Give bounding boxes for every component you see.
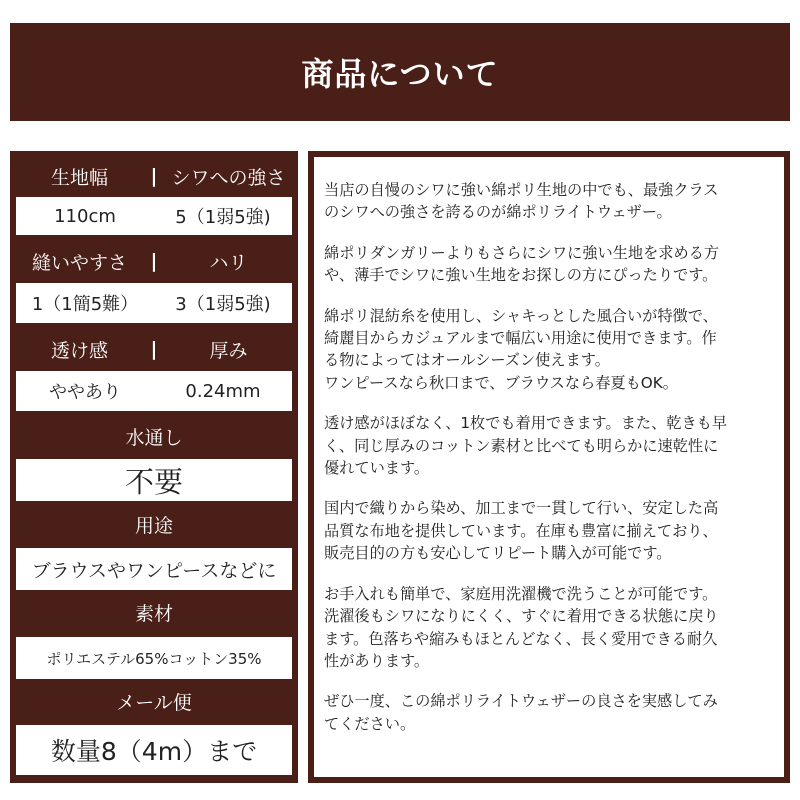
spec-value-row-1 bbox=[16, 197, 292, 235]
spec-label-stiffness: ハリ bbox=[209, 251, 248, 274]
spec-label-sewability: 縫いやすさ bbox=[31, 251, 127, 274]
spec-label-usage bbox=[10, 505, 298, 543]
spec-separator: | bbox=[150, 165, 158, 187]
spec-value-mail-delivery bbox=[16, 725, 292, 775]
spec-value-stiffness: 3（1弱5強) bbox=[175, 294, 271, 315]
description-paragraph-3: 綿ポリ混紡糸を使用し、シャキっとした風合いが特徴で、 綺麗目からカジュアルまで幅広い用途に使用できます。作 る物によってはオールシーズン使えます。 ワンピースなら秋口まで、ブラウスなら春夏もOK。 bbox=[324, 306, 718, 392]
spec-value-sewability: 1（1簡5難） bbox=[31, 294, 139, 315]
spec-label-material-text: 素材 bbox=[134, 602, 173, 625]
spec-label-usage-text: 用途 bbox=[134, 514, 173, 537]
spec-value-usage-text: ブラウスやワンピースなどに bbox=[31, 559, 277, 582]
spec-value-transparency: ややあり bbox=[49, 382, 121, 403]
header-banner bbox=[10, 23, 790, 121]
spec-value-water-treatment bbox=[16, 459, 292, 501]
spec-label-wrinkle-resistance: シワへの強さ bbox=[171, 166, 286, 189]
spec-label-row-1 bbox=[10, 157, 298, 195]
spec-label-water-treatment bbox=[10, 417, 298, 455]
spec-label-row-3 bbox=[10, 330, 298, 368]
spec-value-thickness: 0.24mm bbox=[185, 380, 261, 402]
spec-separator: | bbox=[150, 250, 158, 272]
spec-value-usage bbox=[16, 548, 292, 590]
spec-value-row-3 bbox=[16, 371, 292, 411]
description-paragraph-6: お手入れも簡単で、家庭用洗濯機で洗うことが可能です。 洗濯後もシワになりにくく、すぐに着用できる状態に戻り ます。色落ちや縮みもほとんどなく、長く愛用できる耐久 性があります。 bbox=[324, 584, 719, 670]
page-title: 商品について bbox=[301, 55, 499, 93]
spec-label-fabric-width: 生地幅 bbox=[50, 166, 108, 189]
spec-value-wrinkle-resistance: 5（1弱5強) bbox=[175, 207, 271, 228]
spec-value-row-2 bbox=[16, 283, 292, 323]
spec-panel bbox=[10, 151, 298, 783]
description-paragraph-5: 国内で織りから染め、加工まで一貫して行い、安定した高 品質な布地を提供しています。在庫も豊富に揃えており、 販売目的の方も安心してリピート購入が可能です。 bbox=[324, 499, 719, 563]
description-paragraph-7: ぜひ一度、この綿ポリライトウェザーの良さを実感してみ てください。 bbox=[324, 692, 718, 733]
spec-value-material bbox=[16, 637, 292, 679]
spec-separator: | bbox=[150, 338, 158, 360]
description-paragraph-2: 綿ポリダンガリーよりもさらにシワに強い生地を求める方 や、薄手でシワに強い生地をお探しの方にぴったりです。 bbox=[324, 243, 720, 285]
spec-value-water-treatment-text: 不要 bbox=[124, 464, 183, 499]
spec-value-mail-delivery-text: 数量8（4m）まで bbox=[50, 737, 258, 766]
spec-label-transparency: 透け感 bbox=[50, 339, 108, 362]
spec-label-material bbox=[10, 593, 298, 631]
spec-label-row-2 bbox=[10, 242, 298, 280]
spec-label-mail-delivery bbox=[10, 682, 298, 720]
spec-label-water-treatment-text: 水通し bbox=[125, 426, 183, 449]
description-panel bbox=[308, 151, 790, 783]
spec-value-material-text: ポリエステル65%コットン35% bbox=[46, 649, 262, 668]
description-content bbox=[314, 157, 784, 777]
description-paragraph-4: 透け感がほぼなく、1枚でも着用できます。また、乾きも早 く、同じ厚みのコットン素材と比べても明らかに速乾性に 優れています。 bbox=[324, 414, 728, 478]
spec-label-thickness: 厚み bbox=[209, 339, 248, 362]
spec-value-fabric-width: 110cm bbox=[54, 205, 116, 227]
description-paragraph-1: 当店の自慢のシワに強い綿ポリ生地の中でも、最強クラス のシワへの強さを誇るのが綿ポリライトウェザー。 bbox=[324, 181, 719, 222]
spec-label-mail-delivery-text: メール便 bbox=[116, 691, 192, 714]
